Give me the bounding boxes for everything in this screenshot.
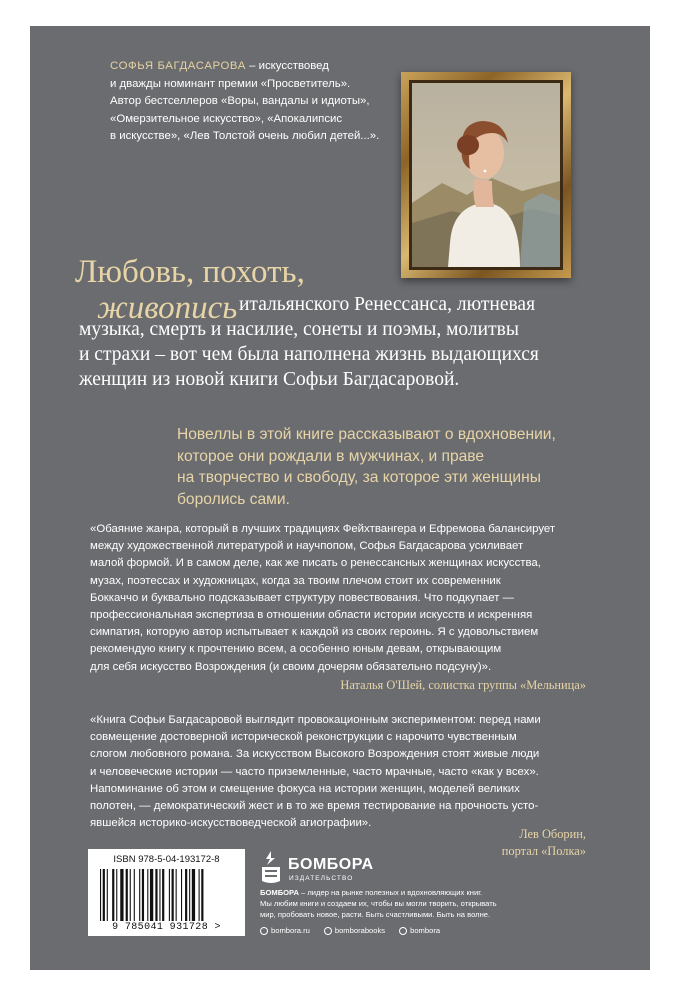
globe-icon	[260, 927, 268, 935]
review-signature-oshey: Наталья О'Шей, солистка группы «Мельница»	[340, 678, 586, 692]
bombora-logo-icon	[260, 851, 282, 885]
social-icon	[324, 927, 332, 935]
barcode-number: 9 785041 931728 >	[112, 922, 221, 933]
author-name: СОФЬЯ БАГДАСАРОВА	[110, 60, 246, 72]
isbn-label: ISBN 978-5-04-193172-8	[113, 854, 220, 865]
publisher-socials	[260, 926, 440, 935]
social-books: bomborabooks	[324, 926, 385, 935]
author-bio: СОФЬЯ БАГДАСАРОВА – искусствовед и дважды номинант премии «Просветитель». Автор бестселлеров «Воры, вандалы и идиоты», «Омерзительное искусство», «Апокалипсис в искусстве», «Лев Толстой очень любил детей...».	[110, 60, 380, 142]
author-portrait	[412, 83, 560, 267]
social-icon	[399, 927, 407, 935]
social-channels: bombora	[399, 926, 440, 935]
social-website: bombora.ru	[260, 926, 310, 935]
barcode	[88, 849, 245, 936]
publisher-description: БОМБОРА – лидер на рынке полезных и вдохновляющих книг. Мы любим книги и создаем их, чтобы вы могли творить, открывать мир, пробовать новое, расти. Быть счастливыми. Быть на волне.	[260, 888, 497, 919]
novellas-blurb: Новеллы в этой книге рассказывают о вдохновении, которое они рождали в мужчинах, и праве на творчество и свободу, за которое эти женщины боролись сами.	[177, 426, 556, 508]
author-portrait-frame	[401, 72, 571, 278]
back-cover	[30, 26, 650, 970]
review-quote-oborin: «Книга Софьи Багдасаровой выглядит провокационным экспериментом: перед нами совмещение достоверной исторической реконструкции с нарочито чувственным слогом любовного романа. За искусством Высокого Возрождения стоят живые люди и человеческие истории — часто приземленные, часто мрачные, часто «как у всех». Напоминание об этом и смещение фокуса на истории женщин, моделей великих полотен, — демократический жест и в то же время тестирование на прочность усто- явшейся историко-искусствоведческой агиографии».	[90, 714, 541, 830]
review-signature-oborin: Лев Оборин, портал «Полка»	[501, 827, 586, 858]
review-quote-oshey: «Обаяние жанра, который в лучших традициях Фейхтвангера и Ефремова балансирует между художественной литературой и научпопом, Софья Багдасарова усиливает малой формой. И в самом деле, как же писать о ренессансных женщинах искусства, музах, поэтессах и художницах, когда за твоим плечом стоит их современник Боккаччо и буквально подсказывает структуру повествования. Что подкупает — профессиональная экспертиза в отношении области истории искусств и искренняя симпатия, которую автор испытывает к каждой из своих героинь. Я с удовольствием рекомендую книгу к прочтению всем, а особенно юным девам, открывающим для себя искусство Возрождения (и своим дочерям обязательно подсуну)».	[90, 523, 556, 673]
barcode-bars	[98, 869, 238, 921]
lead-paragraph: итальянского Ренессанса, лютневая музыка, смерть и насилие, сонеты и поэмы, молитвы и страхи – вот чем была наполнена жизнь выдающихся женщин из новой книги Софьи Багдасаровой.	[79, 294, 539, 390]
publisher-logo: БОМБОРА ИЗДАТЕЛЬСТВО	[260, 851, 380, 891]
headline: Любовь, похоть, живопись	[75, 254, 305, 326]
